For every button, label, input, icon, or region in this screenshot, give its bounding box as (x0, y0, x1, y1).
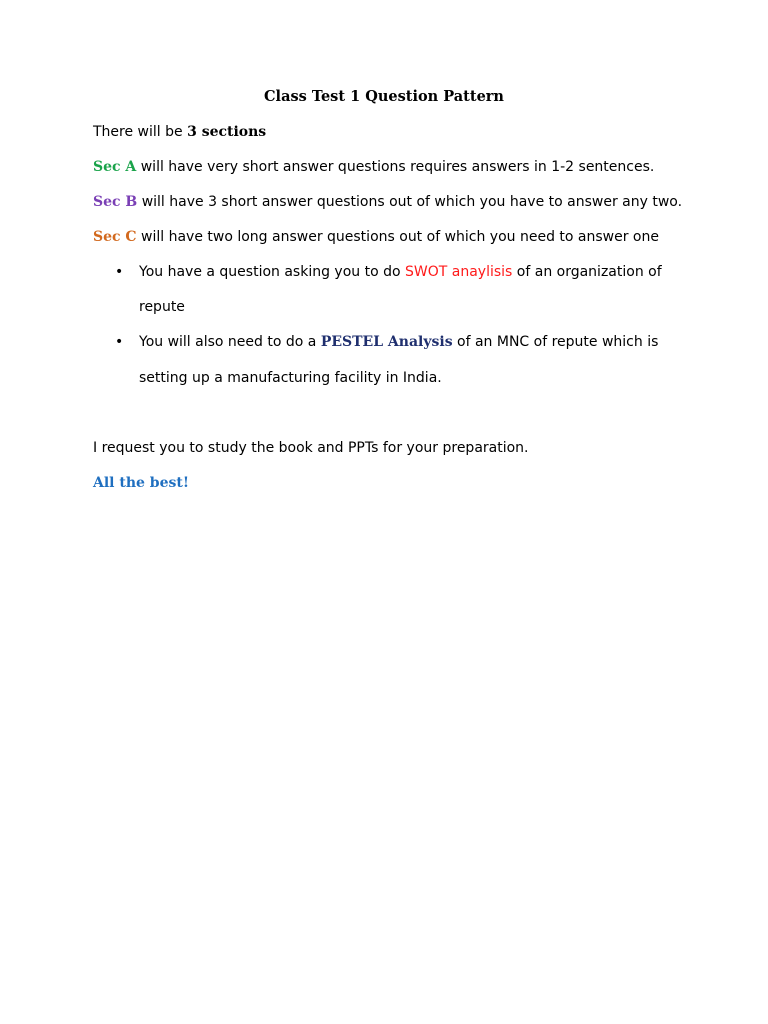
intro-prefix: There will be (93, 124, 188, 140)
bullet-2-suffix: of an MNC of repute which is (452, 334, 659, 350)
sec-b-text: will have 3 short answer questions out of which you have to answer any two. (137, 194, 683, 210)
document-title: Class Test 1 Question Pattern (264, 88, 504, 105)
sec-b-label: Sec B (93, 194, 138, 210)
bullet-1-line1 (139, 261, 662, 283)
sec-b-line (93, 191, 682, 213)
bullet-1-highlight: SWOT anaylisis (405, 264, 513, 280)
bullet-1-line2: repute (139, 299, 185, 315)
sec-c-label: Sec C (93, 229, 137, 245)
bullet-2-dot: • (115, 334, 124, 350)
bullet-2-prefix: You will also need to do a (139, 334, 321, 350)
request-line: I request you to study the book and PPTs for your preparation. (93, 440, 529, 456)
bullet-1-suffix: of an organization of (512, 264, 662, 280)
closing-line: All the best! (93, 475, 189, 491)
bullet-2-line1 (139, 331, 658, 353)
sec-a-label: Sec A (93, 159, 137, 175)
intro-bold: 3 sections (187, 124, 267, 140)
sec-a-text: will have very short answer questions requires answers in 1-2 sentences. (136, 159, 655, 175)
sec-c-text: will have two long answer questions out of which you need to answer one (136, 229, 659, 245)
bullet-1-prefix: You have a question asking you to do (139, 264, 406, 280)
sec-a-line (93, 156, 654, 178)
sec-c-line (93, 226, 659, 248)
bullet-2-highlight: PESTEL Analysis (320, 334, 453, 350)
bullet-2-line2: setting up a manufacturing facility in India. (139, 370, 442, 386)
bullet-1-dot: • (115, 264, 124, 280)
intro-line (93, 121, 266, 143)
